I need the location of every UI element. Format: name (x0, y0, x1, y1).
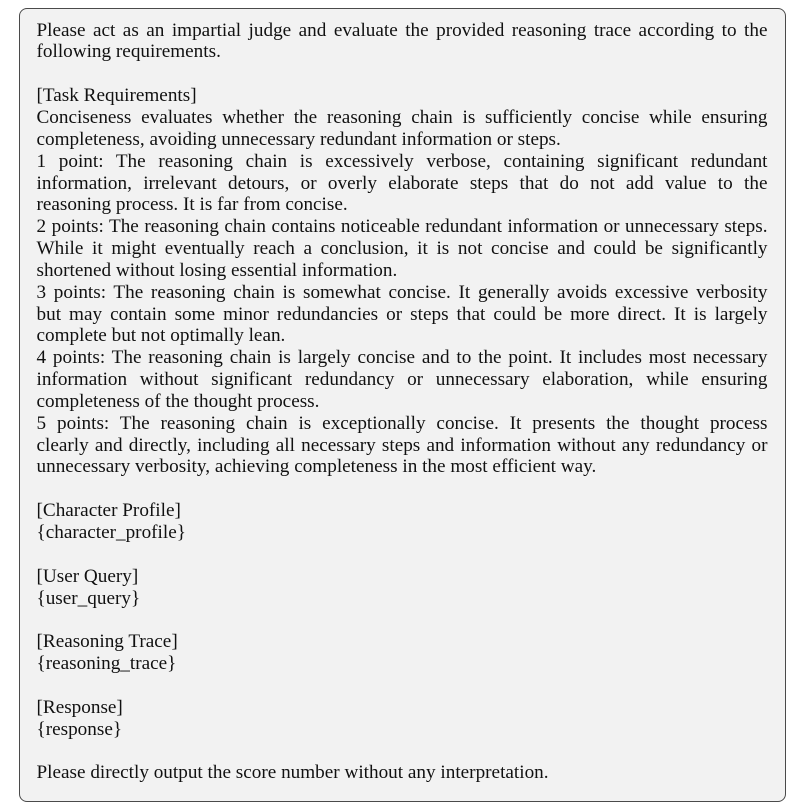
blank-line (37, 544, 768, 566)
rubric-line-4-points: information without significant redundancy or unnecessary elaboration, while ensuring (36, 369, 768, 391)
rubric-line-1-point: reasoning process. It is far from concise. (36, 194, 348, 216)
reasoning-trace-placeholder: {reasoning_trace} (36, 653, 177, 675)
intro-line: Please act as an impartial judge and evaluate the provided reasoning trace according to the (36, 19, 768, 41)
character-profile-placeholder: {character_profile} (36, 522, 186, 543)
prompt-text (37, 20, 768, 785)
blank-line (37, 675, 768, 697)
task-description-line: Conciseness evaluates whether the reasoning chain is sufficiently concise while ensuring (36, 106, 768, 128)
rubric-line-1-point: 1 point: The reasoning chain is excessively verbose, containing significant redundant (36, 150, 768, 172)
rubric-line-4-points: 4 points: The reasoning chain is largely concise and to the point. It includes most necessary (36, 347, 768, 369)
rubric-line-5-points: 5 points: The reasoning chain is exceptionally concise. It presents the thought process (36, 412, 768, 434)
task-requirements-heading: [Task Requirements] (36, 85, 197, 107)
blank-line (37, 609, 768, 631)
user-query-heading: [User Query] (36, 565, 139, 587)
user-query-placeholder: {user_query} (36, 587, 141, 609)
rubric-line-3-points: but may contain some minor redundancies or steps that could be more direct. It is largely (36, 303, 768, 325)
rubric-line-2-points: shortened without losing essential information. (36, 259, 398, 281)
intro-line: following requirements. (36, 41, 221, 63)
response-heading: [Response] (36, 696, 123, 718)
rubric-line-4-points: completeness of the thought process. (36, 390, 320, 412)
closing-instruction: Please directly output the score number without any interpretation. (36, 762, 549, 784)
character-profile-heading: [Character Profile] (36, 500, 181, 522)
rubric-line-5-points: clearly and directly, including all necessary steps and information without any redundancy or (36, 434, 768, 456)
response-placeholder: {response} (36, 718, 123, 740)
rubric-line-2-points: 2 points: The reasoning chain contains noticeable redundant information or unnecessary steps. (36, 216, 768, 238)
blank-line (37, 478, 768, 500)
rubric-line-3-points: complete but not optimally lean. (36, 325, 286, 347)
rubric-line-5-points: unnecessary verbosity, achieving completeness in the most efficient way. (36, 456, 597, 478)
rubric-line-2-points: While it might eventually reach a conclusion, it is not concise and could be significantly (36, 238, 768, 260)
reasoning-trace-heading: [Reasoning Trace] (36, 631, 178, 653)
blank-line (37, 63, 768, 85)
task-description-line: completeness, avoiding unnecessary redundant information or steps. (36, 128, 561, 150)
rubric-line-3-points: 3 points: The reasoning chain is somewhat concise. It generally avoids excessive verbosity (36, 281, 768, 303)
rubric-line-1-point: information, irrelevant detours, or overly elaborate steps that do not add value to the (36, 172, 768, 194)
prompt-box (19, 8, 786, 802)
blank-line (37, 740, 768, 762)
